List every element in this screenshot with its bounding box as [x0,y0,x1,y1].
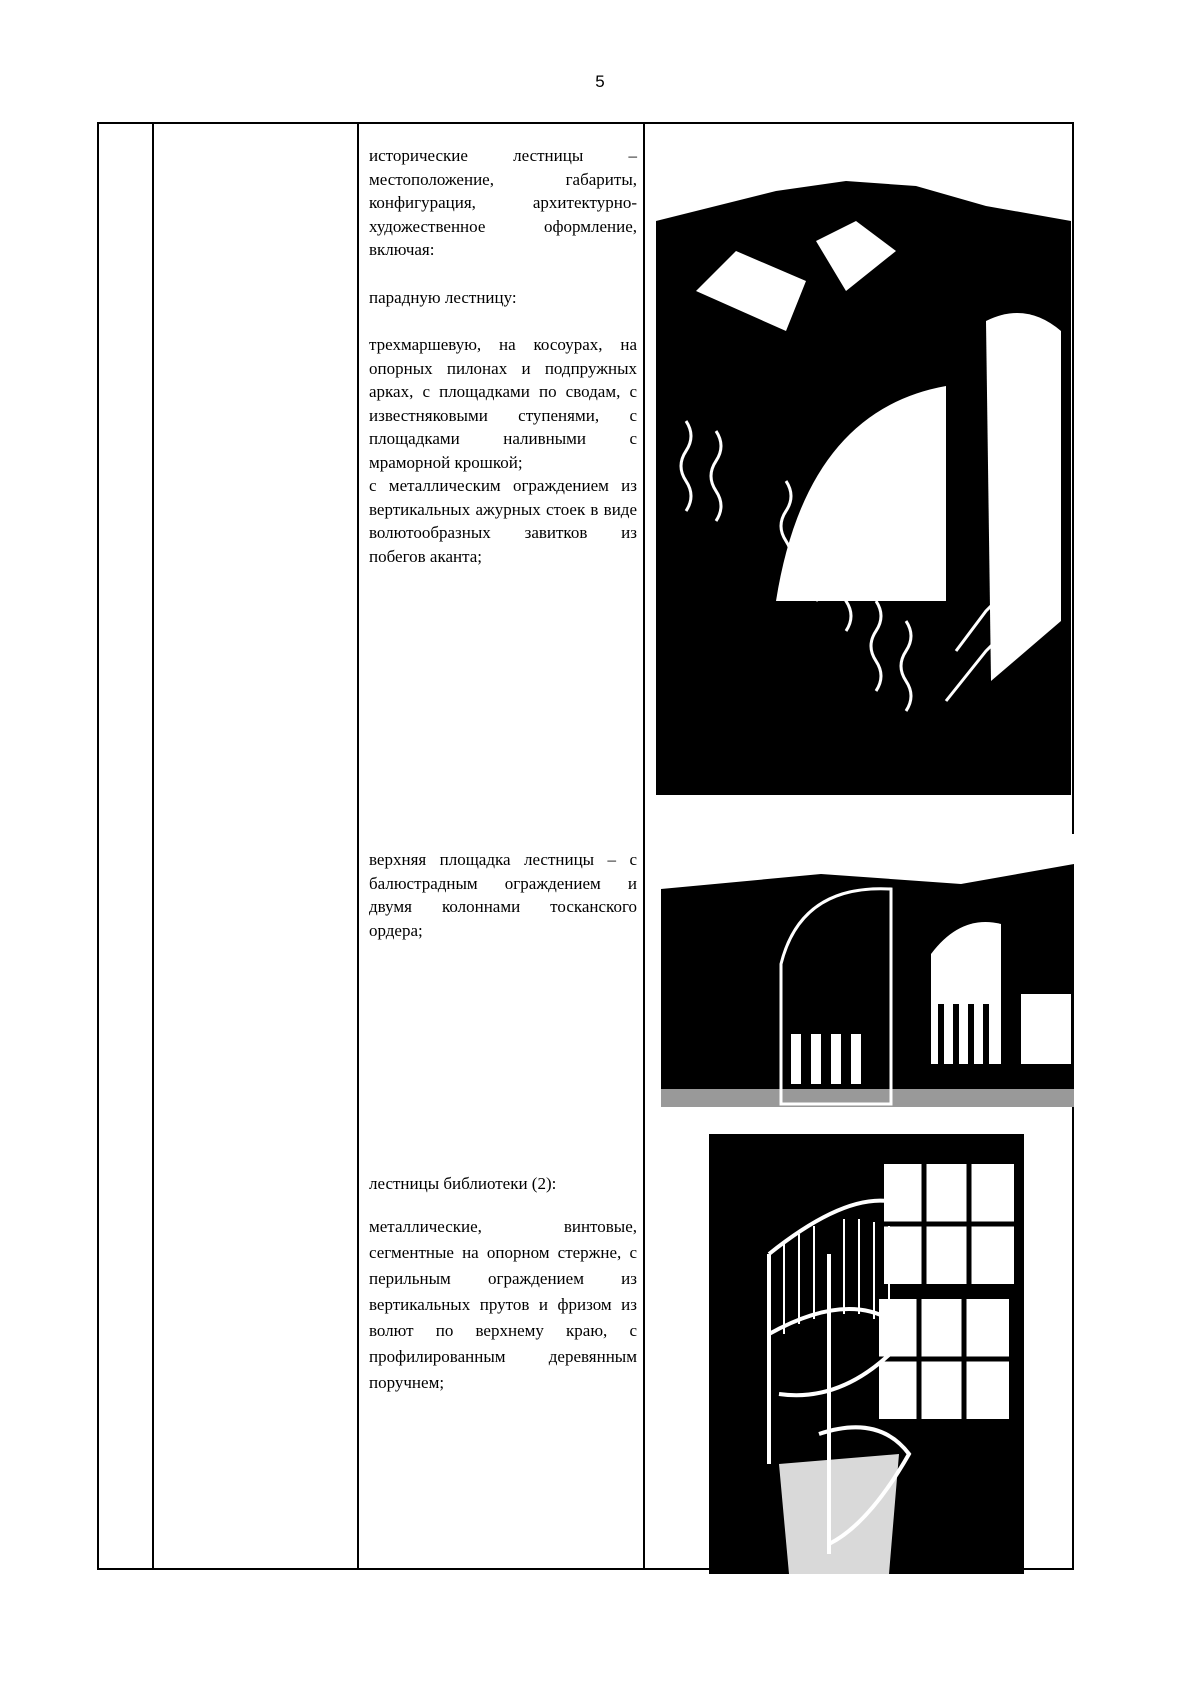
library-stairs-text [369,1172,637,1396]
document-table [97,122,1074,1570]
historic-stairs-intro: исторические лестницы – местоположение, габариты, конфигурация, архитектурно-художественное оформление, включая: [369,146,637,259]
main-staircase-text [369,144,637,568]
upper-landing-text [369,848,637,942]
main-staircase-heading: парадную лестницу: [369,287,517,307]
upper-landing-description: верхняя площадка лестницы – с балюстрадным ограждением и двумя колоннами тосканского ордера; [369,850,637,940]
column-divider-1 [152,124,154,1568]
column-divider-3 [643,124,645,1568]
main-staircase-railing: с металлическим ограждением из вертикальных ажурных стоек в виде волютообразных завитков из побегов аканта; [369,476,637,566]
page-number: 5 [595,72,605,91]
main-staircase-structure: трехмаршевую, на косоурах, на опорных пилонах и подпружных арках, с площадками по сводам, с известняковыми ступенями, с площадками наливными с мраморной крошкой; [369,335,637,472]
main-staircase-photo [656,181,1071,795]
column-divider-2 [357,124,359,1568]
library-stairs-photo [709,1134,1024,1574]
library-stairs-heading: лестницы библиотеки (2): [369,1174,557,1193]
upper-landing-photo [661,834,1074,1107]
library-stairs-description: металлические, винтовые, сегментные на опорном стержне, с перильным ограждением из вертикальных прутов и фризом из волют по верхнему краю, с профилированным деревянным поручнем; [369,1216,637,1392]
